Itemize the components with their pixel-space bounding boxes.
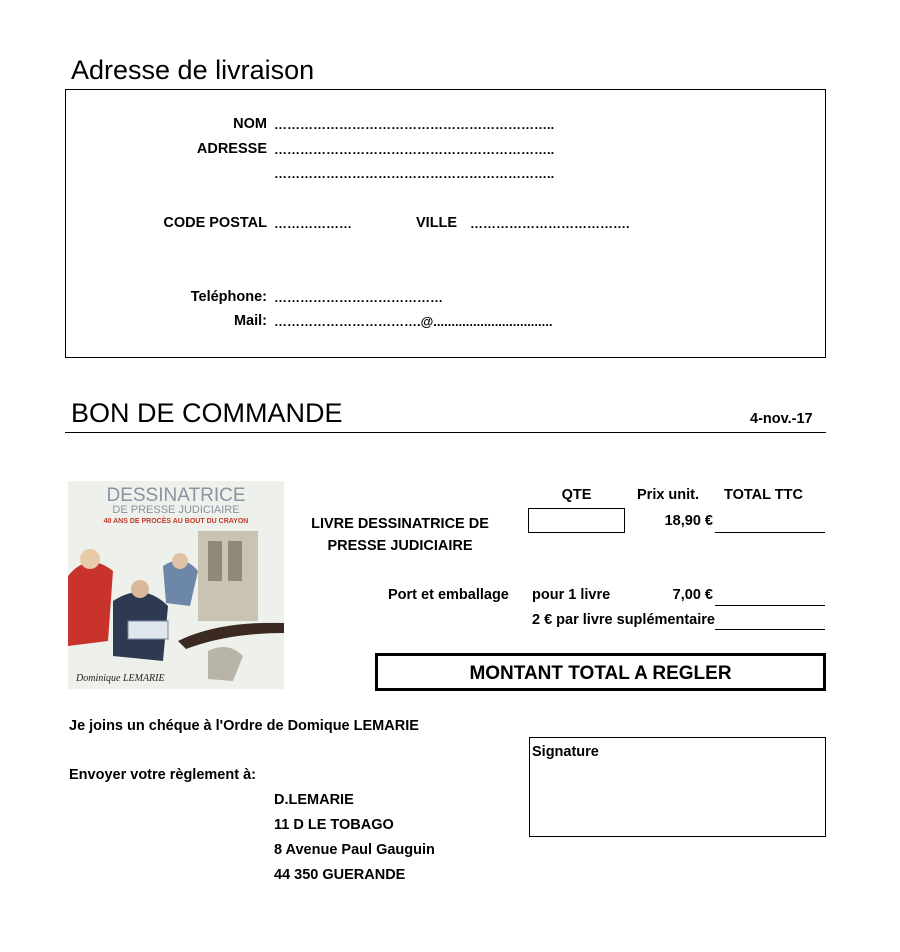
address-line-3: 8 Avenue Paul Gauguin — [274, 842, 435, 858]
total-box — [375, 653, 826, 691]
ville-field[interactable]: ………………………………. — [470, 216, 630, 231]
signature-box[interactable] — [529, 737, 826, 837]
delivery-title: Adresse de livraison — [71, 55, 315, 85]
adresse-label: ADRESSE — [196, 141, 267, 157]
cover-subtitle: 40 ANS DE PROCÈS AU BOUT DU CRAYON — [103, 518, 249, 525]
cover-title-1: DESSINATRICE — [106, 485, 246, 506]
telephone-field[interactable]: ………………………………… — [274, 290, 443, 305]
mail-field[interactable]: …………………………….@................................. — [274, 314, 553, 329]
mail-label: Mail: — [233, 313, 267, 329]
code-postal-field[interactable]: ……………… — [274, 216, 352, 231]
book-cover-illustration — [68, 481, 284, 689]
shipping-total-field[interactable] — [715, 605, 825, 606]
address-line-2: 11 D LE TOBAGO — [274, 817, 394, 833]
address-line-4: 44 350 GUERANDE — [274, 867, 406, 883]
telephone-label: Teléphone: — [190, 289, 267, 305]
product-name-line1: LIVRE DESSINATRICE DE — [311, 516, 489, 532]
book-cover-image — [68, 481, 284, 689]
total-label: MONTANT TOTAL A REGLER — [469, 663, 732, 684]
shipping-extra: 2 € par livre suplémentaire — [532, 612, 715, 628]
col-qte-header: QTE — [561, 487, 592, 503]
nom-field[interactable]: ……………………………………………………….. — [274, 117, 555, 132]
order-date: 4-nov.-17 — [750, 411, 813, 427]
cover-title-2: DE PRESSE JUDICIAIRE — [112, 504, 240, 516]
shipping-price: 7,00 € — [672, 587, 713, 603]
address-line-1: D.LEMARIE — [274, 792, 354, 808]
product-name-line2: PRESSE JUDICIAIRE — [327, 538, 473, 554]
ville-label: VILLE — [416, 215, 458, 231]
code-postal-label: CODE POSTAL — [163, 215, 267, 231]
col-prix-header: Prix unit. — [637, 487, 700, 503]
order-title-rule — [65, 432, 826, 433]
shipping-qty: pour 1 livre — [532, 587, 611, 603]
adresse-field[interactable]: ……………………………………………………….. — [274, 142, 555, 157]
cover-signature: Dominique LEMARIE — [76, 673, 165, 684]
qty-input[interactable] — [528, 508, 625, 533]
adresse-field-2[interactable]: ……………………………………………………….. — [274, 166, 555, 181]
shipping-label: Port et emballage — [388, 587, 509, 603]
col-total-header: TOTAL TTC — [724, 487, 803, 503]
send-label: Envoyer votre règlement à: — [69, 767, 256, 783]
order-title: BON DE COMMANDE — [71, 398, 343, 428]
shipping-extra-field[interactable] — [715, 629, 825, 630]
signature-label: Signature — [532, 744, 599, 760]
nom-label: NOM — [233, 116, 267, 132]
cheque-text: Je joins un chéque à l'Ordre de Domique LEMARIE — [69, 718, 419, 734]
product-total-field[interactable] — [715, 532, 825, 533]
unit-price: 18,90 € — [664, 513, 713, 529]
